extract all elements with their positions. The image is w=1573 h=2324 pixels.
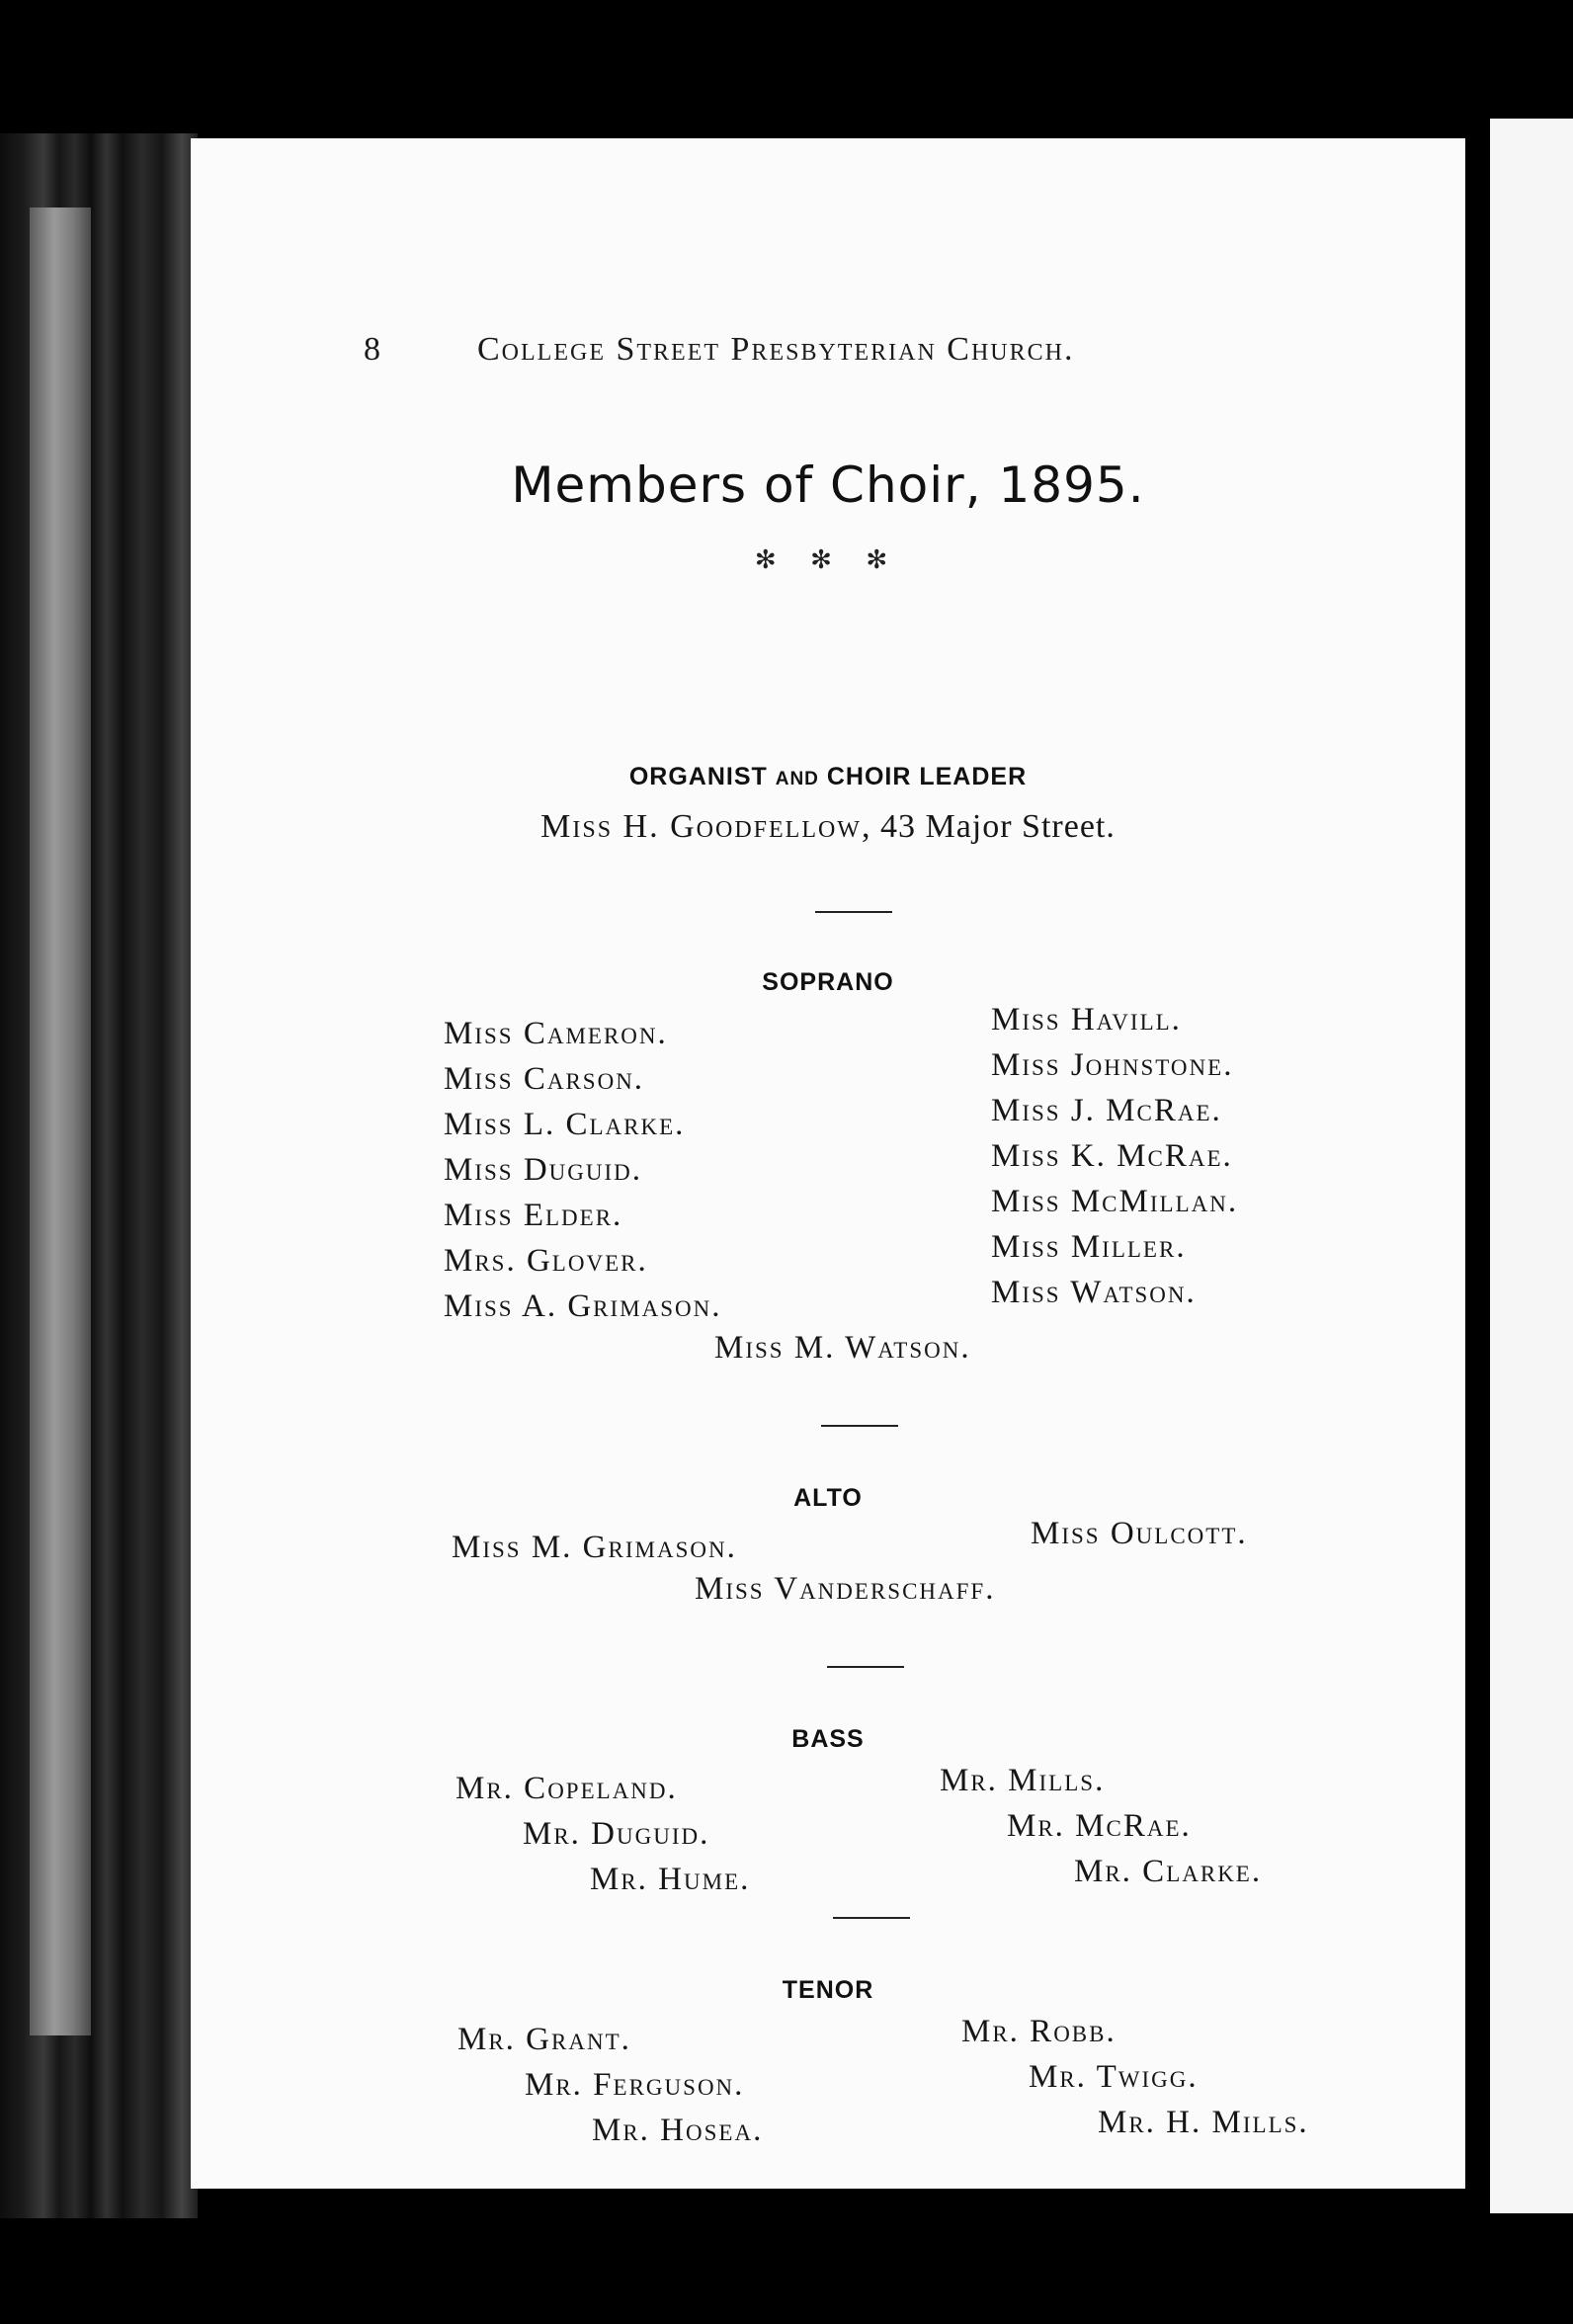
organist-label-part: CHOIR LEADER [826, 763, 1028, 790]
page-number: 8 [364, 331, 382, 368]
soprano-member: Mrs. Glover. [444, 1243, 648, 1279]
alto-member: Miss M. Grimason. [452, 1530, 737, 1565]
soprano-member: Miss Carson. [444, 1061, 645, 1097]
book-page [191, 138, 1465, 2189]
tenor-label: TENOR [782, 1976, 874, 2004]
organist-line [191, 808, 1465, 846]
tenor-member: Mr. Hosea. [592, 2113, 764, 2148]
bass-member: Mr. Duguid. [523, 1816, 710, 1852]
soprano-member: Miss J. McRae. [991, 1093, 1222, 1128]
section-rule [815, 911, 892, 913]
bass-member: Mr. Copeland. [455, 1771, 678, 1806]
soprano-label: SOPRANO [762, 968, 894, 996]
soprano-member: Miss M. Watson. [714, 1330, 971, 1366]
tenor-member: Mr. Ferguson. [525, 2067, 745, 2103]
tenor-member: Mr. Robb. [961, 2014, 1117, 2049]
bass-member: Mr. Clarke. [1074, 1854, 1263, 1889]
alto-label: ALTO [793, 1484, 863, 1512]
section-rule [827, 1666, 904, 1668]
organist-label-part: AND [775, 769, 819, 789]
soprano-member: Miss Cameron. [444, 1016, 668, 1051]
bass-member: Mr. Mills. [940, 1763, 1106, 1798]
soprano-member: Miss Havill. [991, 1002, 1182, 1038]
soprano-member: Miss Miller. [991, 1229, 1187, 1265]
organist-name: Miss H. Goodfellow [540, 808, 862, 845]
page-edge-strip [30, 208, 91, 2035]
page-title: Members of Choir, 1895. [511, 456, 1145, 514]
alto-member: Miss Oulcott. [1031, 1516, 1248, 1551]
alto-member: Miss Vanderschaff. [695, 1571, 996, 1607]
section-rule [821, 1425, 898, 1427]
organist-label [191, 763, 1465, 791]
bass-label: BASS [791, 1725, 865, 1753]
soprano-member: Miss Duguid. [444, 1152, 643, 1188]
bass-member: Mr. McRae. [1007, 1808, 1192, 1844]
tenor-member: Mr. Twigg. [1029, 2059, 1199, 2095]
tenor-member: Mr. Grant. [457, 2022, 631, 2057]
bass-member: Mr. Hume. [590, 1862, 751, 1897]
section-rule [833, 1917, 910, 1919]
soprano-member: Miss McMillan. [991, 1184, 1239, 1219]
soprano-member: Miss Watson. [991, 1275, 1197, 1310]
organist-label-part: ORGANIST [628, 763, 768, 790]
ornament-divider: ✻ ✻ ✻ [754, 545, 902, 574]
soprano-member: Miss Johnstone. [991, 1047, 1234, 1083]
tenor-member: Mr. H. Mills. [1098, 2105, 1309, 2140]
organist-address: , 43 Major Street. [861, 808, 1116, 845]
soprano-member: Miss Elder. [444, 1198, 623, 1233]
facing-page-edge [1490, 119, 1573, 2213]
soprano-member: Miss K. McRae. [991, 1138, 1233, 1174]
soprano-member: Miss L. Clarke. [444, 1107, 686, 1142]
running-title: College Street Presbyterian Church. [477, 331, 1075, 368]
soprano-member: Miss A. Grimason. [444, 1288, 722, 1324]
